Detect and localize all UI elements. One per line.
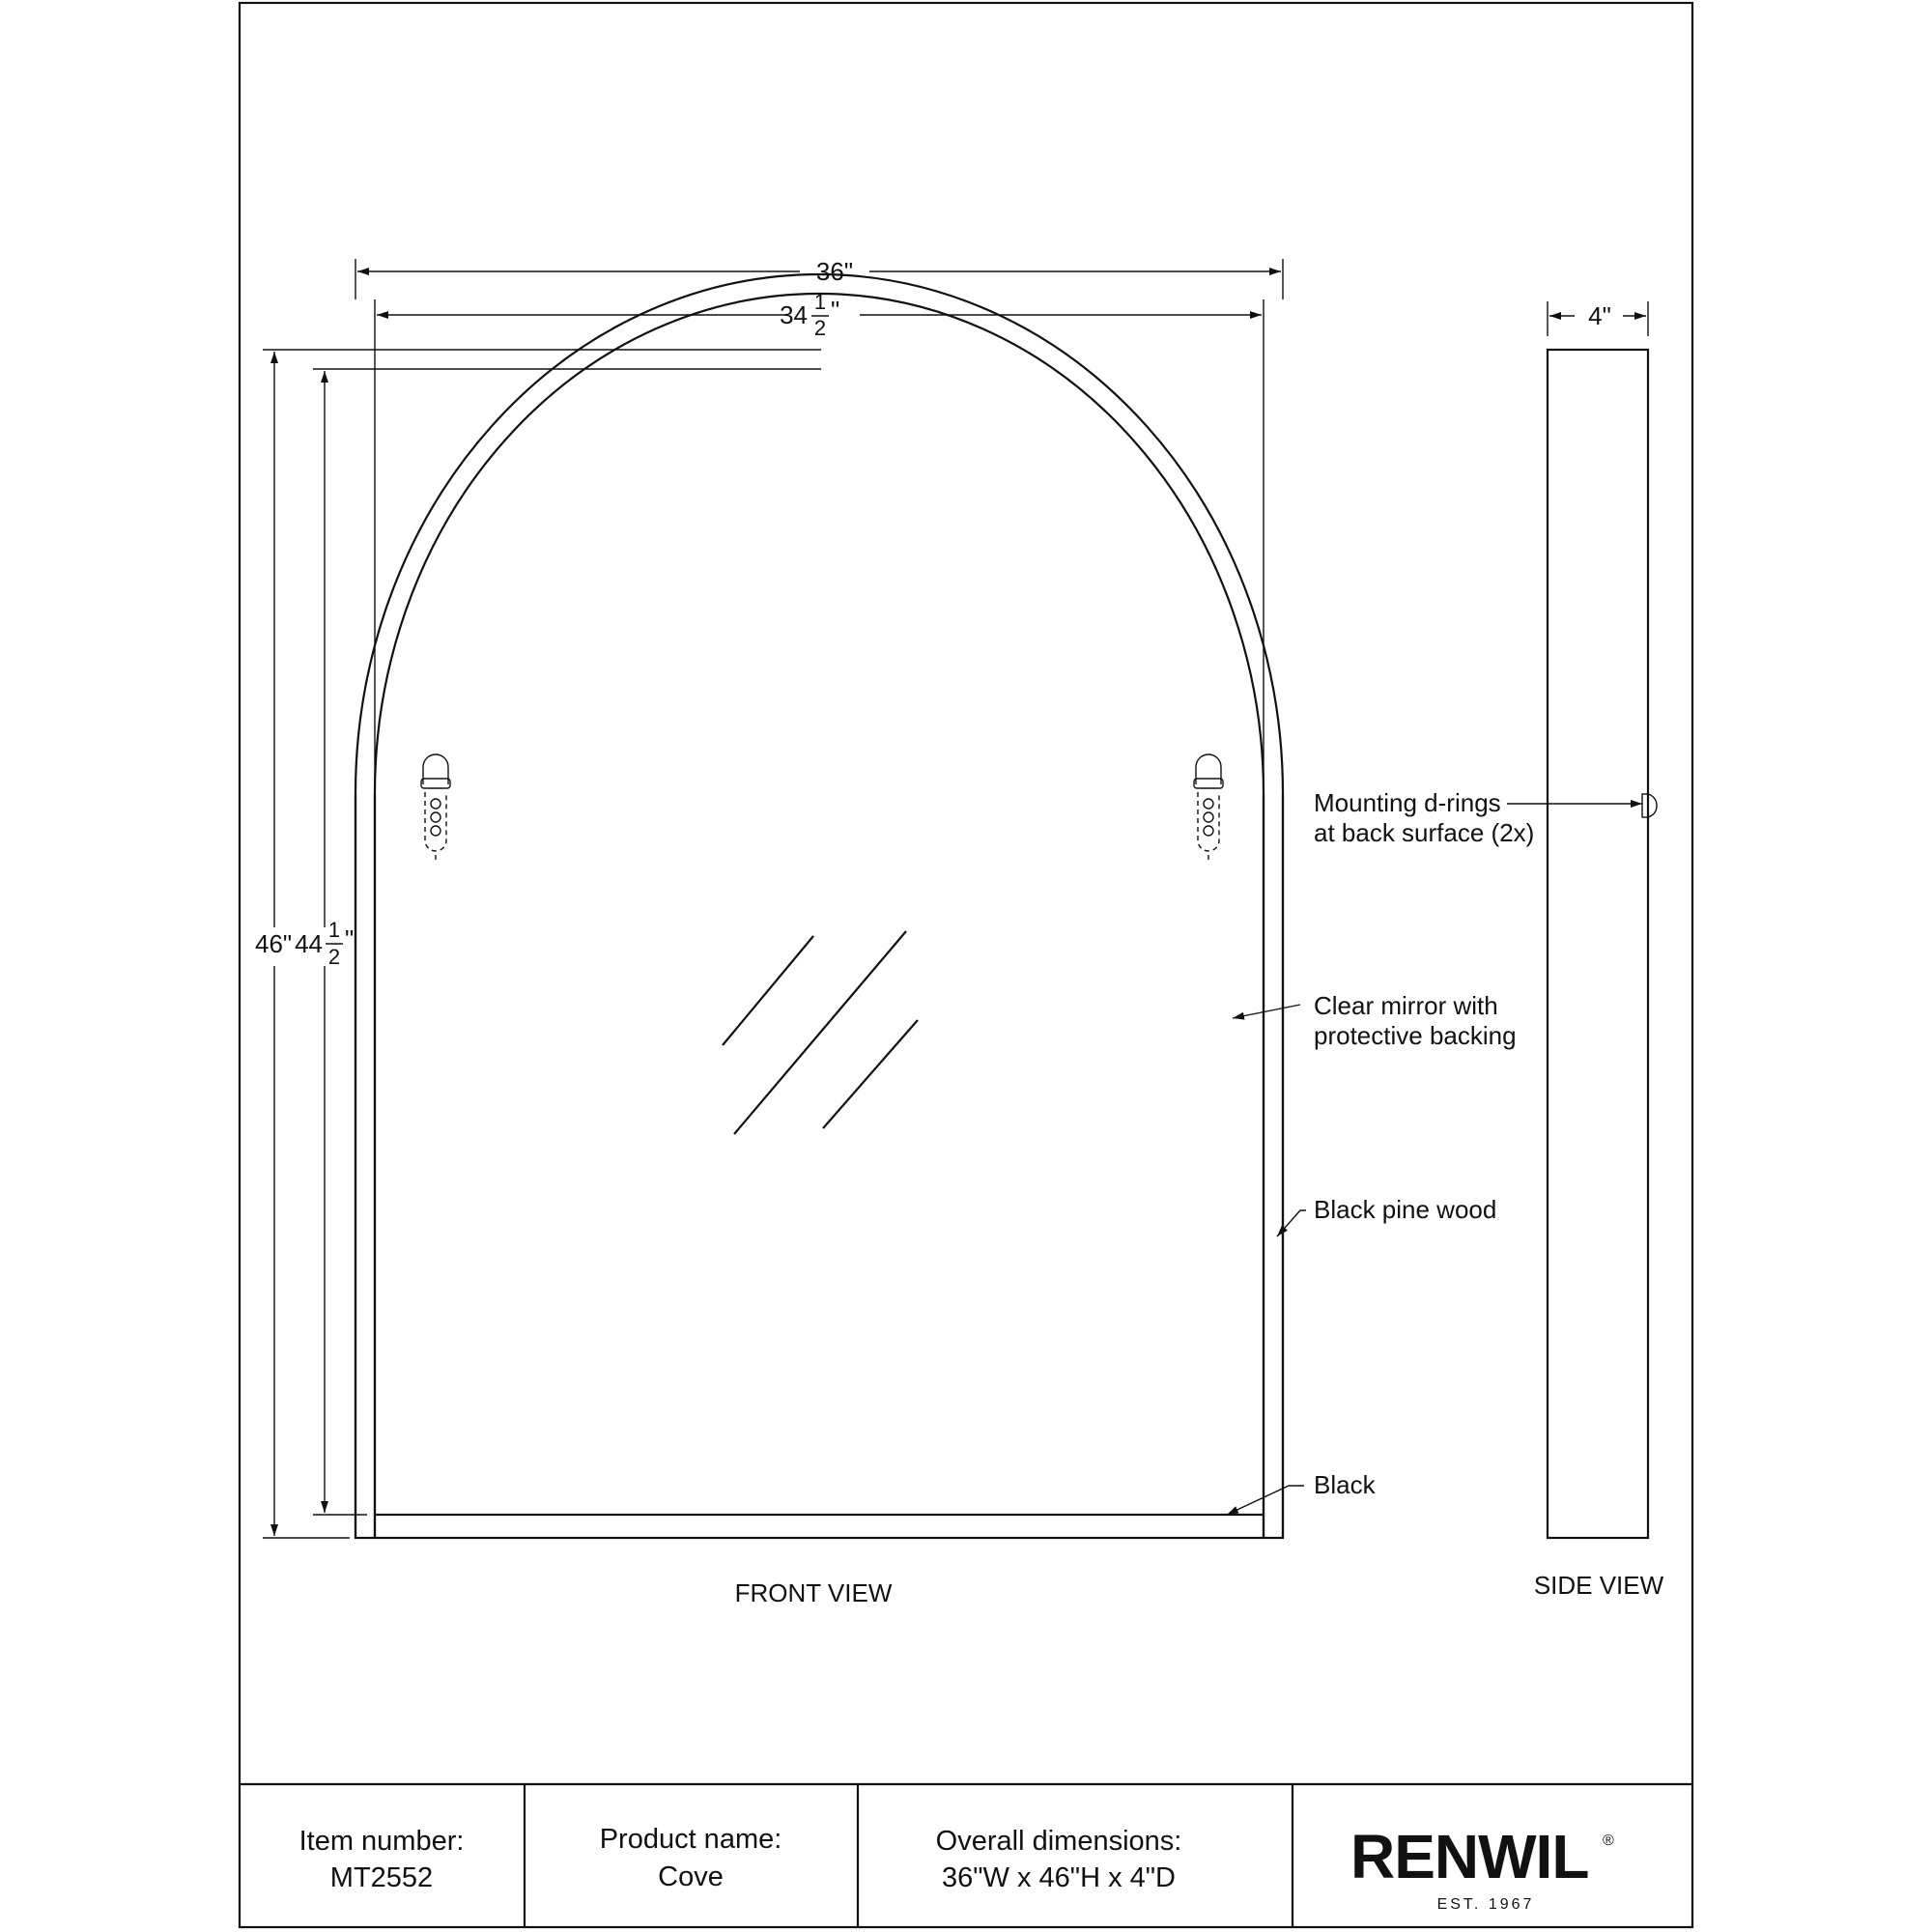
item-number-value: MT2552 [329,1862,434,1893]
height-outer-label: 46" [255,929,293,958]
dimension-width-inner [375,290,1264,794]
front-view-caption: FRONT VIEW [734,1578,893,1607]
side-depth-label: 4" [1588,301,1611,330]
renwil-logo [1350,1822,1614,1913]
logo-registered-mark: ® [1603,1833,1614,1849]
width-inner-whole: 34 [780,300,808,329]
callout-d-rings-line2: at back surface (2x) [1314,818,1535,847]
overall-dimensions-value: 36"W x 46"H x 4"D [941,1862,1177,1893]
logo-wordmark: RENWIL [1350,1822,1589,1891]
dimension-height-inner [295,369,821,1515]
item-number-label: Item number: [298,1826,465,1857]
sheet-border [240,3,1692,1927]
d-ring-right [1194,754,1223,860]
product-name-value: Cove [658,1861,724,1892]
side-view-caption: SIDE VIEW [1533,1571,1664,1600]
callout-bottom [1227,1470,1377,1515]
width-inner-denominator: 2 [813,316,827,340]
product-name-label: Product name: [599,1824,782,1855]
height-inner-numerator: 1 [327,918,341,942]
width-inner-numerator: 1 [813,290,827,314]
width-outer-label: 36" [815,257,854,286]
side-view [1548,301,1657,1538]
front-view-frame [355,274,1283,1538]
callout-d-rings-line1: Mounting d-rings [1314,788,1501,817]
mirror-glint-lines [723,931,918,1134]
width-inner-unit: " [831,296,840,325]
height-inner-whole: 44 [295,929,323,958]
callout-d-rings [1314,788,1642,847]
callout-frame-text: Black pine wood [1314,1195,1497,1224]
callout-mirror [1233,991,1517,1050]
height-inner-denominator: 2 [327,945,341,969]
overall-dimensions-label: Overall dimensions: [935,1826,1182,1857]
logo-established: EST. 1967 [1436,1896,1535,1913]
height-inner-unit: " [345,924,355,953]
callout-frame [1277,1195,1496,1236]
callout-mirror-line1: Clear mirror with [1314,991,1498,1020]
callout-mirror-line2: protective backing [1314,1021,1517,1050]
callout-bottom-text: Black [1314,1470,1376,1499]
d-ring-left [421,754,450,860]
